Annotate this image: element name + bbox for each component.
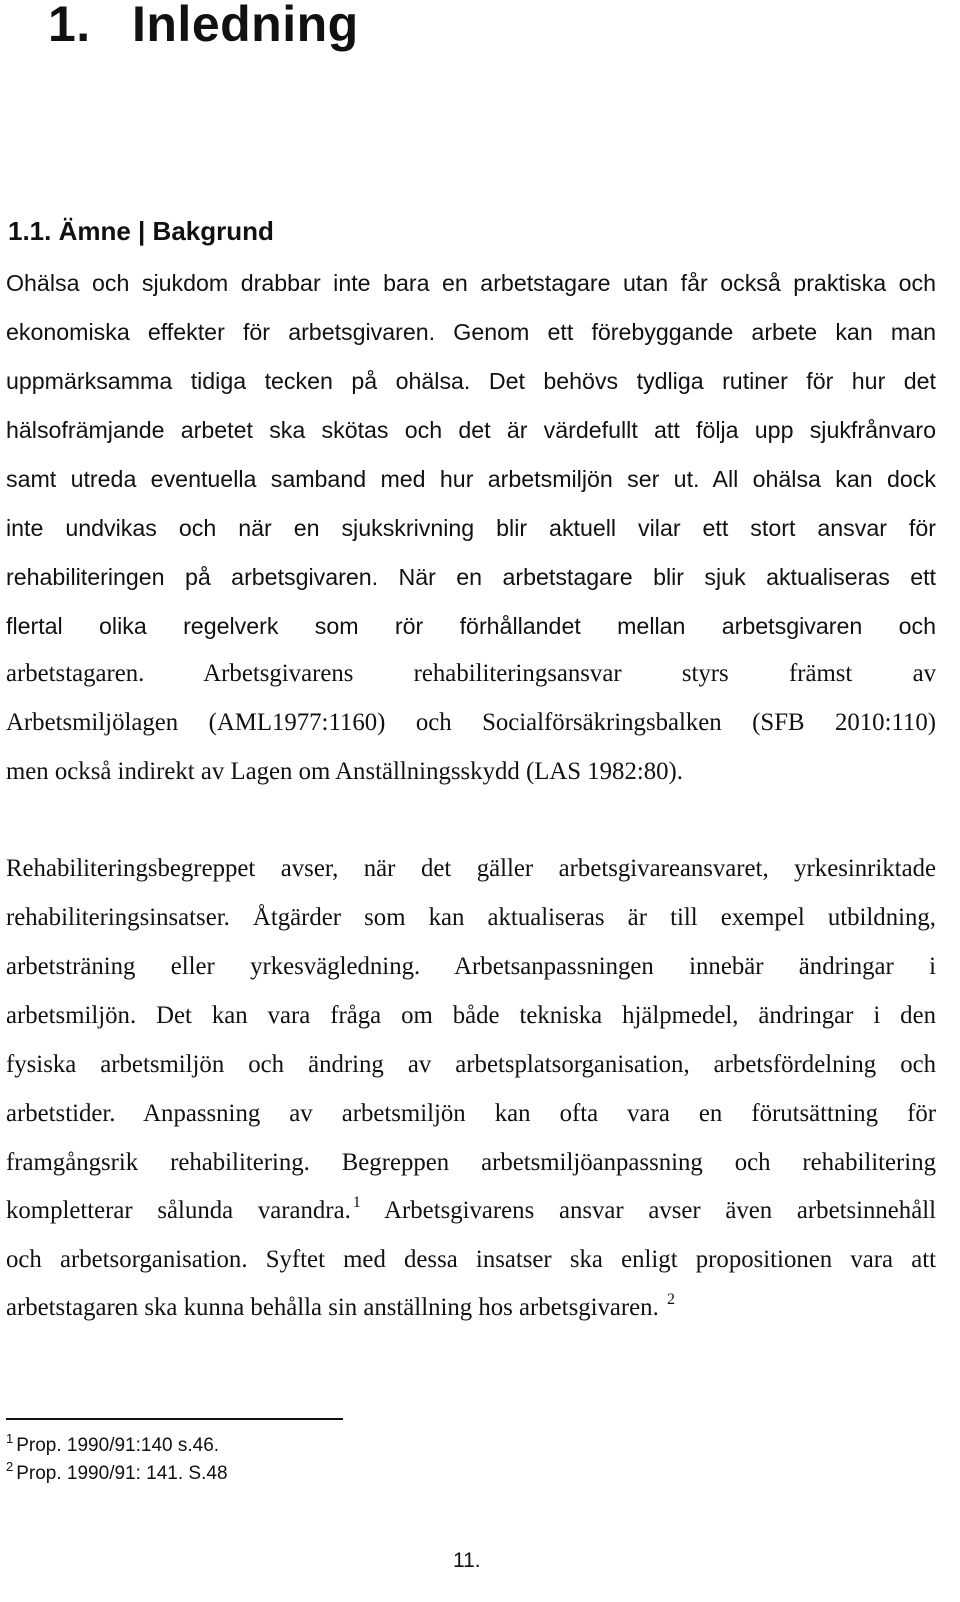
paragraph-line: hälsofrämjande arbetet ska skötas och det är värdefullt att följa upp sjukfrånvaro: [6, 417, 936, 443]
paragraph-line: inte undvikas och när en sjukskrivning blir aktuell vilar ett stort ansvar för: [6, 515, 936, 541]
paragraph-line: arbetsmiljön. Det kan vara fråga om både tekniska hjälpmedel, ändringar i den: [6, 1002, 936, 1029]
section-heading: 1.1. Ämne | Bakgrund: [8, 216, 274, 246]
footnote-text: Prop. 1990/91: 141. S.48: [16, 1463, 228, 1484]
footnote-marker: 2: [6, 1459, 14, 1474]
paragraph-line: [6, 1196, 936, 1226]
paragraph-line: Arbetsmiljölagen (AML1977:1160) och Socialförsäkringsbalken (SFB 2010:110): [6, 709, 936, 736]
paragraph-line: [6, 1293, 936, 1323]
chapter-heading: [48, 0, 359, 54]
paragraph-line: men också indirekt av Lagen om Anställningsskydd (LAS 1982:80).: [6, 758, 683, 785]
line-text: kompletterar sålunda varandra.: [6, 1197, 351, 1224]
paragraph-line: ekonomiska effekter för arbetsgivaren. Genom ett förebyggande arbete kan man: [6, 319, 936, 345]
paragraph-line: rehabiliteringsinsatser. Åtgärder som kan aktualiseras är till exempel utbildning,: [6, 904, 936, 931]
paragraph-line: rehabiliteringen på arbetsgivaren. När en arbetstagare blir sjuk aktualiseras ett: [6, 564, 936, 590]
footnote: [6, 1459, 228, 1486]
paragraph-line: framgångsrik rehabilitering. Begreppen arbetsmiljöanpassning och rehabilitering: [6, 1149, 936, 1176]
paragraph-line: Ohälsa och sjukdom drabbar inte bara en arbetstagare utan får också praktiska och: [6, 270, 936, 296]
paragraph-line: och arbetsorganisation. Syftet med dessa insatser ska enligt propositionen vara att: [6, 1246, 936, 1273]
footnote-ref[interactable]: 1: [352, 1194, 361, 1211]
paragraph-line: arbetsträning eller yrkesvägledning. Arbetsanpassningen innebär ändringar i: [6, 953, 936, 980]
paragraph-line: uppmärksamma tidiga tecken på ohälsa. Det behövs tydliga rutiner för hur det: [6, 368, 936, 394]
footnote-marker: 1: [6, 1431, 14, 1446]
paragraph-line: arbetstagaren. Arbetsgivarens rehabiliteringsansvar styrs främst av: [6, 660, 936, 687]
line-text: arbetstagaren ska kunna behålla sin anställning hos arbetsgivaren.: [6, 1294, 665, 1321]
paragraph-line: arbetstider. Anpassning av arbetsmiljön kan ofta vara en förutsättning för: [6, 1100, 936, 1127]
chapter-title: Inledning: [132, 0, 359, 52]
footnote-ref[interactable]: 2: [666, 1291, 675, 1308]
paragraph-line: flertal olika regelverk som rör förhållandet mellan arbetsgivaren och: [6, 613, 936, 639]
page-number: 11.: [453, 1549, 481, 1572]
paragraph-line: Rehabiliteringsbegreppet avser, när det gäller arbetsgivareansvaret, yrkesinriktade: [6, 855, 936, 882]
footnote-text: Prop. 1990/91:140 s.46.: [16, 1435, 220, 1456]
line-text: Arbetsgivarens ansvar avser även arbetsinnehåll: [360, 1197, 936, 1224]
footnote-divider: [6, 1418, 343, 1420]
footnote: [6, 1431, 220, 1458]
chapter-number: 1.: [48, 0, 91, 52]
paragraph-line: samt utreda eventuella samband med hur arbetsmiljön ser ut. All ohälsa kan dock: [6, 466, 936, 492]
paragraph-line: fysiska arbetsmiljön och ändring av arbetsplatsorganisation, arbetsfördelning och: [6, 1051, 936, 1078]
